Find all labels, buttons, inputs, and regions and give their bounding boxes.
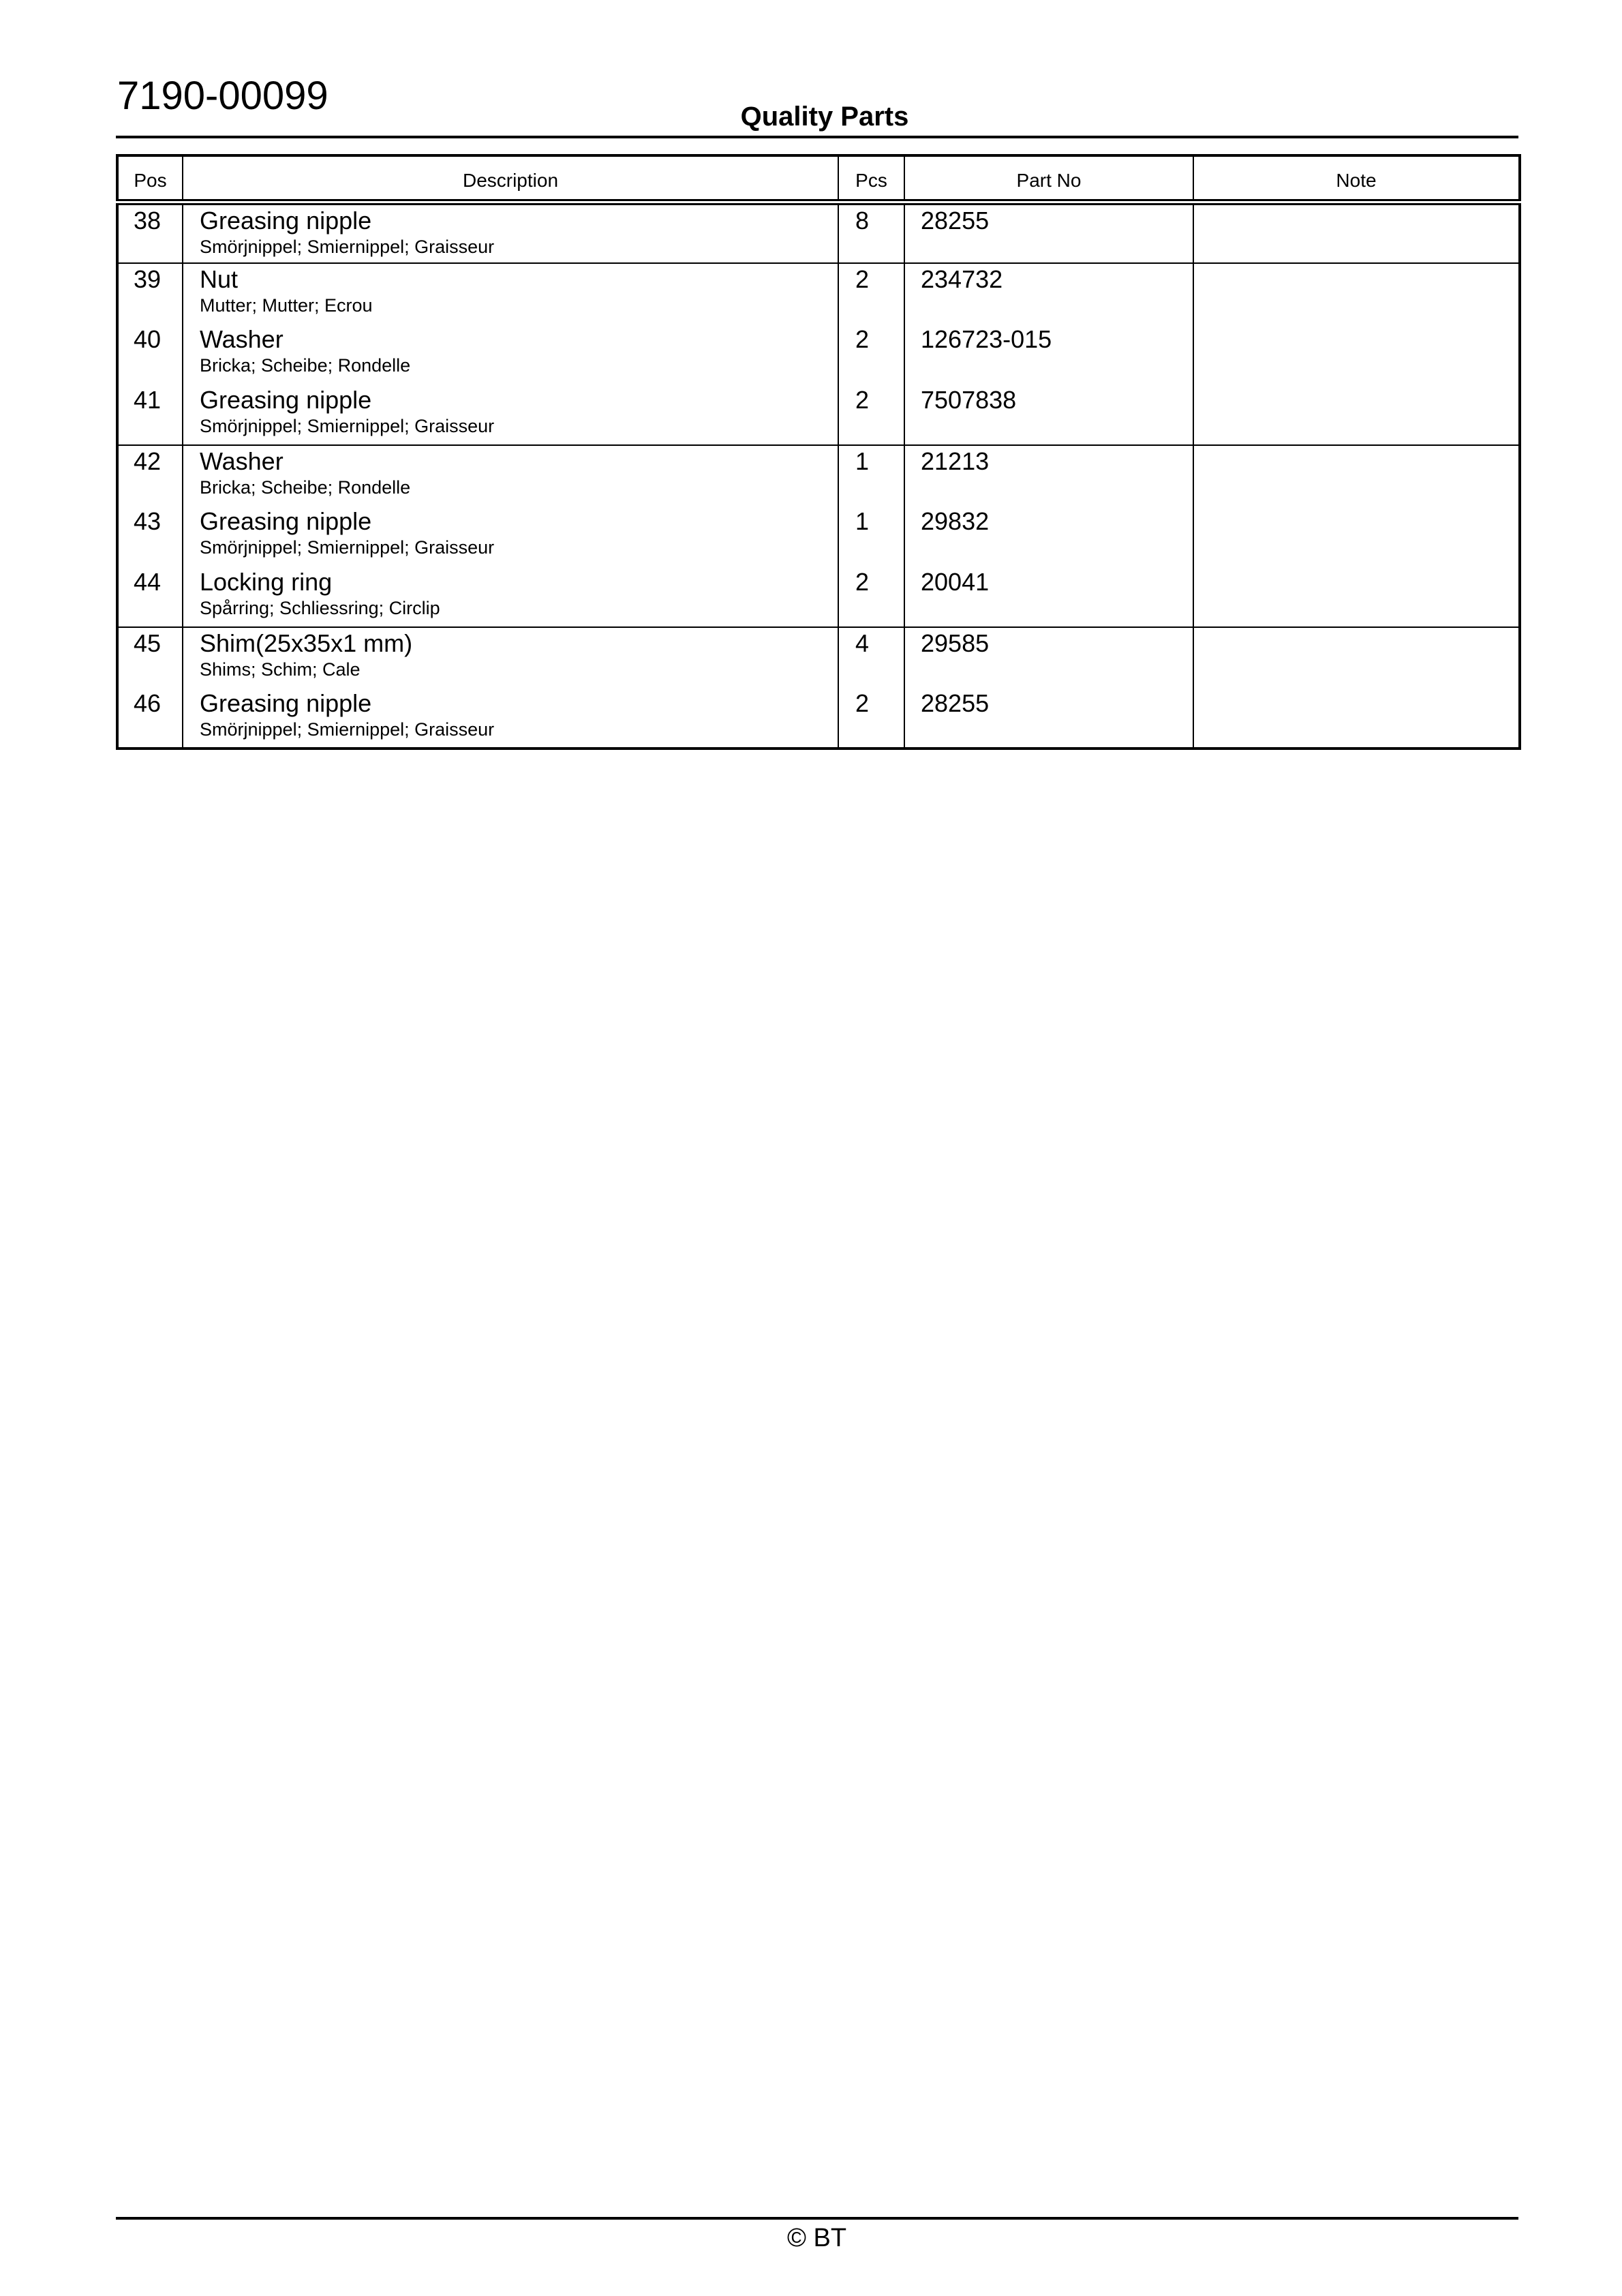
cell-pos: 46 <box>134 689 162 717</box>
cell-pcs: 8 <box>838 202 904 263</box>
cell-pos: 39 <box>117 263 183 324</box>
cell-part-no: 29832 <box>904 506 1193 567</box>
cell-pos: 43 <box>134 507 162 535</box>
table-row <box>117 263 1520 324</box>
part-name: Greasing nipple <box>200 507 372 535</box>
table-row <box>117 324 1520 384</box>
cell-pos: 40 <box>134 324 162 353</box>
cell-part-no: 234732 <box>904 263 1193 324</box>
part-translations: Smörjnippel; Smiernippel; Graisseur <box>200 537 495 558</box>
table-row <box>117 688 1520 749</box>
cell-part-no: 29585 <box>904 627 1193 688</box>
table-row <box>117 384 1520 445</box>
part-name: Greasing nipple <box>200 385 372 414</box>
page-title: Quality Parts <box>740 102 909 132</box>
part-translations: Shims; Schim; Cale <box>200 659 361 680</box>
cell-description <box>183 324 838 384</box>
part-translations: Bricka; Scheibe; Rondelle <box>200 354 411 376</box>
column-header-note: Note <box>1193 155 1520 202</box>
part-name: Greasing nipple <box>200 207 372 235</box>
table-row <box>117 627 1520 688</box>
header-divider <box>116 136 1518 138</box>
document-number: 7190-00099 <box>117 74 328 118</box>
cell-description <box>183 445 838 506</box>
cell-description <box>183 567 838 627</box>
cell-pos: 38 <box>134 207 162 235</box>
cell-part-no: 21213 <box>904 445 1193 506</box>
part-name: Shim(25x35x1 mm) <box>200 629 413 657</box>
column-header-pcs: Pcs <box>838 155 904 202</box>
part-name: Washer <box>200 447 284 475</box>
cell-note <box>1193 324 1520 384</box>
cell-pcs: 4 <box>838 627 904 688</box>
cell-part-no: 126723-015 <box>904 324 1193 384</box>
table-row <box>117 567 1520 627</box>
cell-description <box>183 627 838 688</box>
cell-note <box>1193 263 1520 324</box>
part-name: Greasing nipple <box>200 689 372 717</box>
cell-pcs: 2 <box>838 324 904 384</box>
cell-pos: 45 <box>117 627 183 688</box>
part-translations: Bricka; Scheibe; Rondelle <box>200 477 411 498</box>
column-header-part-no: Part No <box>904 155 1193 202</box>
part-name: Washer <box>200 324 284 353</box>
cell-pcs: 2 <box>838 263 904 324</box>
copyright-text: © BT <box>786 2224 847 2252</box>
cell-pcs: 2 <box>838 567 904 627</box>
cell-note <box>1193 506 1520 567</box>
cell-note <box>1193 627 1520 688</box>
cell-part-no: 7507838 <box>904 384 1193 445</box>
cell-note <box>1193 202 1520 263</box>
cell-pcs: 2 <box>838 688 904 749</box>
cell-pos: 42 <box>117 445 183 506</box>
cell-pcs: 1 <box>838 506 904 567</box>
footer-divider <box>116 2217 1518 2220</box>
cell-description <box>183 688 838 749</box>
cell-part-no: 28255 <box>904 688 1193 749</box>
part-translations: Smörjnippel; Smiernippel; Graisseur <box>200 237 495 258</box>
part-translations: Smörjnippel; Smiernippel; Graisseur <box>200 415 495 436</box>
cell-description <box>183 506 838 567</box>
cell-pcs: 1 <box>838 445 904 506</box>
cell-note <box>1193 384 1520 445</box>
cell-description <box>183 202 838 263</box>
table-row <box>117 506 1520 567</box>
cell-part-no: 20041 <box>904 567 1193 627</box>
part-translations: Mutter; Mutter; Ecrou <box>200 294 373 316</box>
table-body <box>117 202 1520 749</box>
cell-description <box>183 384 838 445</box>
part-translations: Smörjnippel; Smiernippel; Graisseur <box>200 719 495 740</box>
column-header-pos: Pos <box>117 155 183 202</box>
cell-note <box>1193 445 1520 506</box>
cell-note <box>1193 567 1520 627</box>
table-row <box>117 202 1520 263</box>
part-name: Locking ring <box>200 567 333 596</box>
cell-pos: 44 <box>134 567 162 596</box>
cell-description <box>183 263 838 324</box>
part-name: Nut <box>200 265 239 293</box>
parts-table <box>116 154 1521 750</box>
column-header-description: Description <box>183 155 838 202</box>
table-row <box>117 445 1520 506</box>
part-translations: Spårring; Schliessring; Circlip <box>200 597 440 618</box>
cell-part-no: 28255 <box>904 202 1193 263</box>
table-header-row <box>117 155 1520 202</box>
cell-pos: 41 <box>134 385 162 414</box>
cell-pcs: 2 <box>838 384 904 445</box>
cell-note <box>1193 688 1520 749</box>
